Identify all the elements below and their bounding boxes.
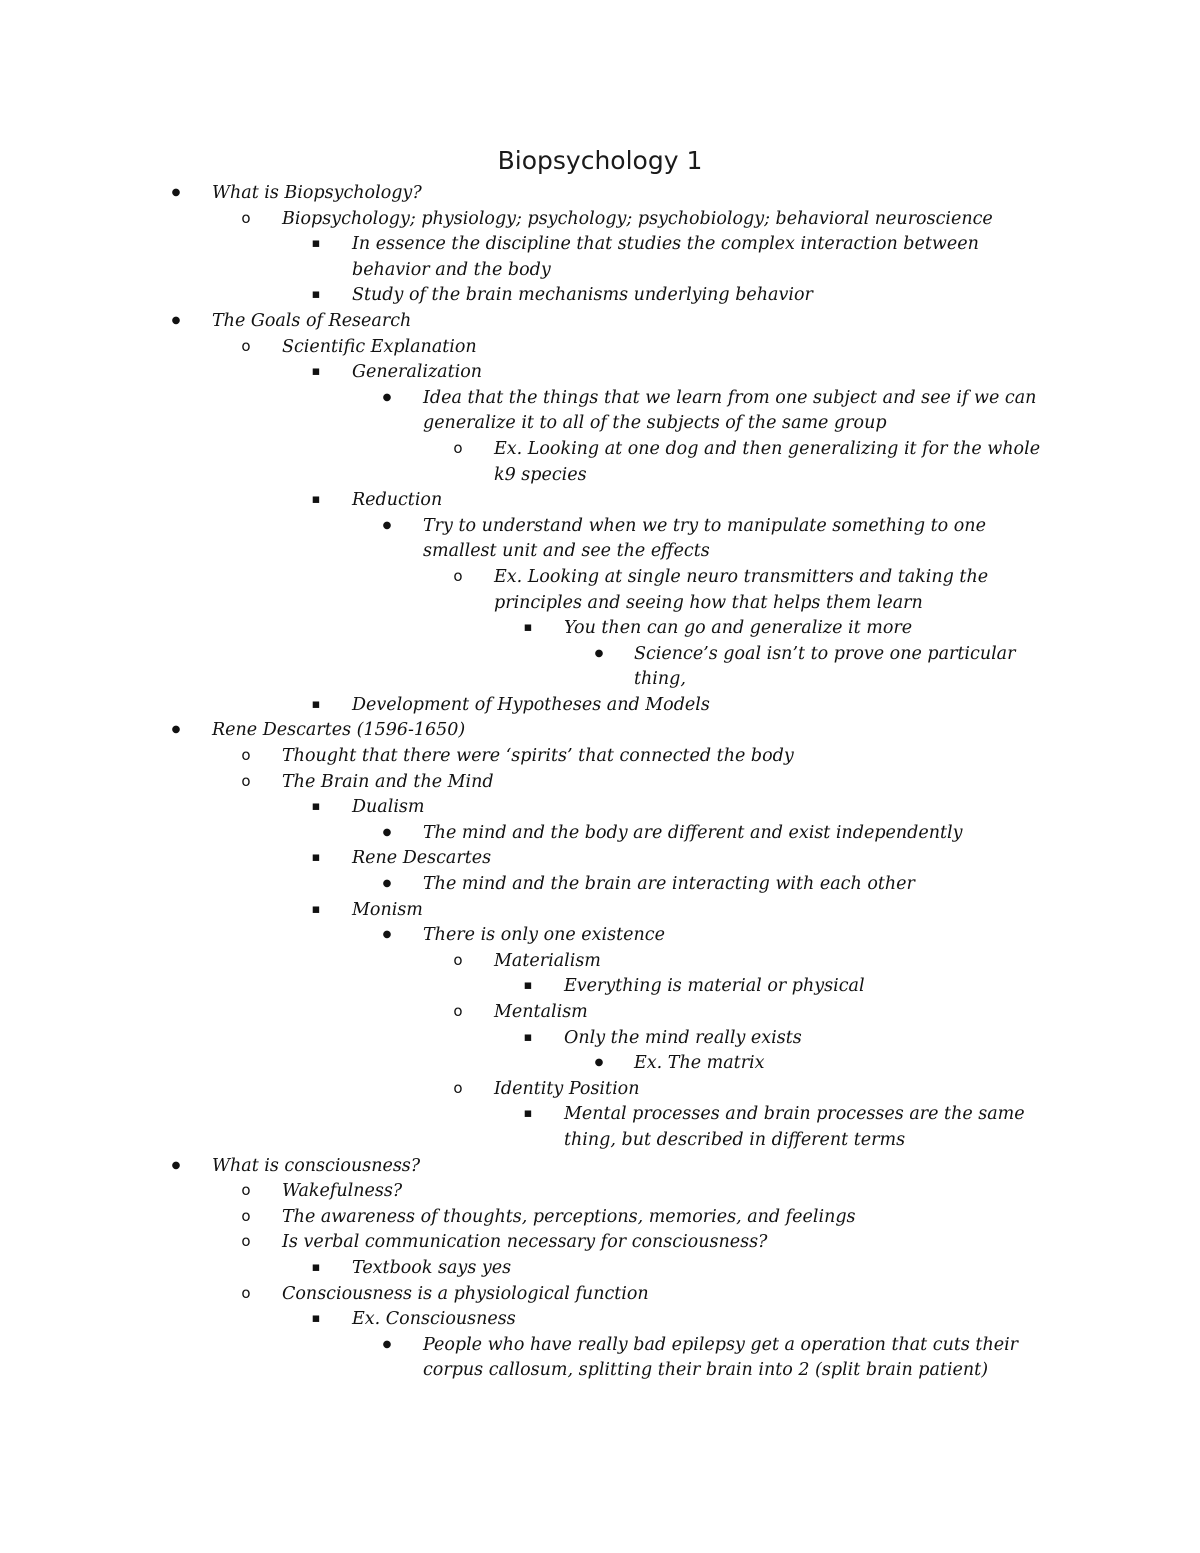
outline-item [0,974,1055,1000]
outline-item-text: What is Biopsychology? [212,183,422,203]
outline-item [0,1179,1055,1205]
square-bullet-icon [308,1256,324,1283]
outline-item-text: Rene Descartes (1596-1650) [212,720,466,741]
outline-item-text: Biopsychology; physiology; psychology; psychobiology; behavioral neuroscience [282,208,993,229]
outline-item-text: The mind and the body are different and exist independently [423,822,963,843]
disc-bullet-icon [168,1154,184,1182]
outline-item-text: Reduction [352,490,443,511]
outline-item [0,693,1055,719]
outline-item-text: Development of Hypotheses and Models [352,694,710,715]
outline-item [0,232,1055,283]
circle-bullet-icon [238,770,254,796]
outline-item [0,1154,1055,1180]
disc-bullet-icon [379,1333,395,1361]
outline-item-text: Ex. Looking at single neuro transmitters and taking the principles and seeing how that helps them learn [494,566,989,613]
outline-item-text: Only the mind really exists [564,1027,802,1048]
square-bullet-icon [520,974,536,1001]
outline-item-text: Thought that there were ‘spirits’ that connected the body [282,746,794,767]
outline-item [0,565,1055,616]
outline-item-text: Science’s goal isn’t to prove one particular thing, [634,643,1016,690]
outline-item [0,744,1055,770]
outline-item [0,949,1055,975]
outline-item [0,1307,1055,1333]
circle-bullet-icon [238,207,254,233]
outline-item [0,309,1055,335]
outline-item [0,1205,1055,1231]
circle-bullet-icon [450,565,466,591]
outline-item-text: Everything is material or physical [564,976,865,997]
outline-item [0,770,1055,796]
square-bullet-icon [520,1102,536,1129]
circle-bullet-icon [450,1077,466,1103]
square-bullet-icon [308,846,324,873]
circle-bullet-icon [450,949,466,975]
notes-outline [0,181,1200,1384]
circle-bullet-icon [238,1179,254,1205]
outline-item [0,1282,1055,1308]
outline-item-text: Generalization [352,362,483,383]
outline-item-text: People who have really bad epilepsy get a operation that cuts their corpus callosum, splitting their brain into 2 (split brain patient) [423,1334,1019,1381]
outline-item-text: What is consciousness? [212,1155,421,1176]
outline-item [0,181,1055,207]
circle-bullet-icon [238,335,254,361]
outline-item-text: Textbook says yes [352,1257,512,1278]
outline-item [0,616,1055,642]
outline-item [0,795,1055,821]
outline-item [0,1333,1055,1384]
outline-item [0,386,1055,437]
square-bullet-icon [308,488,324,515]
outline-item [0,923,1055,949]
outline-item-text: Scientific Explanation [282,336,477,357]
disc-bullet-icon [379,821,395,849]
outline-item-text: Ex. Looking at one dog and then generalizing it for the whole k9 species [494,438,1041,485]
outline-item-text: Mental processes and brain processes are the same thing, but described in different terms [564,1104,1025,1150]
outline-item-text: The Goals of Research [212,310,412,331]
outline-item [0,207,1055,233]
square-bullet-icon [308,360,324,387]
outline-item-text: Rene Descartes [352,848,492,869]
outline-item [0,1077,1055,1103]
outline-item [0,1256,1055,1282]
square-bullet-icon [308,693,324,720]
circle-bullet-icon [450,437,466,463]
page-title: Biopsychology 1 [497,146,703,175]
outline-item [0,360,1055,386]
square-bullet-icon [520,616,536,643]
circle-bullet-icon [238,1230,254,1256]
circle-bullet-icon [450,1000,466,1026]
outline-item-text: Consciousness is a physiological function [282,1283,649,1304]
disc-bullet-icon [379,872,395,900]
outline-item [0,898,1055,924]
outline-item-text: There is only one existence [423,925,665,946]
outline-item-text: Dualism [352,797,425,818]
outline-item [0,437,1055,488]
outline-item-text: The awareness of thoughts, perceptions, memories, and feelings [282,1206,856,1227]
square-bullet-icon [308,232,324,259]
disc-bullet-icon [379,923,395,951]
square-bullet-icon [308,795,324,822]
outline-item-text: Monism [352,899,423,920]
outline-item-text: You then can go and generalize it more [564,618,913,639]
disc-bullet-icon [379,514,395,542]
outline-item [0,283,1055,309]
outline-item [0,1230,1055,1256]
outline-item [0,821,1055,847]
circle-bullet-icon [238,1282,254,1308]
outline-item-text: Ex. Consciousness [352,1309,516,1330]
outline-item-text: Identity Position [494,1078,640,1099]
outline-item-text: Materialism [494,950,601,971]
circle-bullet-icon [238,1205,254,1231]
outline-item-text: Study of the brain mechanisms underlying behavior [352,285,813,306]
outline-item [0,1000,1055,1026]
outline-item [0,642,1055,693]
outline-item [0,1051,1055,1077]
outline-item [0,1026,1055,1052]
disc-bullet-icon [379,386,395,414]
outline-item-text: In essence the discipline that studies the complex interaction between behavior and the body [352,234,979,280]
outline-item [0,514,1055,565]
disc-bullet-icon [168,309,184,337]
outline-item-text: Wakefulness? [282,1181,403,1202]
outline-item-text: Ex. The matrix [634,1053,765,1074]
square-bullet-icon [308,283,324,310]
square-bullet-icon [308,1307,324,1334]
outline-item [0,718,1055,744]
outline-item-text: Idea that the things that we learn from one subject and see if we can generalize it to all of the subjects of the same group [423,387,1037,434]
disc-bullet-icon [591,642,607,670]
outline-item [0,488,1055,514]
outline-item [0,1102,1055,1153]
square-bullet-icon [520,1026,536,1053]
outline-item [0,335,1055,361]
outline-item-text: The Brain and the Mind [282,771,494,792]
outline-item-text: Is verbal communication necessary for consciousness? [282,1232,768,1253]
circle-bullet-icon [238,744,254,770]
outline-item-text: Mentalism [494,1002,588,1022]
outline-item [0,846,1055,872]
disc-bullet-icon [168,718,184,746]
disc-bullet-icon [168,181,184,209]
outline-item-text: The mind and the brain are interacting with each other [423,874,915,895]
square-bullet-icon [308,898,324,925]
outline-item [0,872,1055,898]
outline-item-text: Try to understand when we try to manipulate something to one smallest unit and see the effects [423,515,986,562]
disc-bullet-icon [591,1051,607,1079]
